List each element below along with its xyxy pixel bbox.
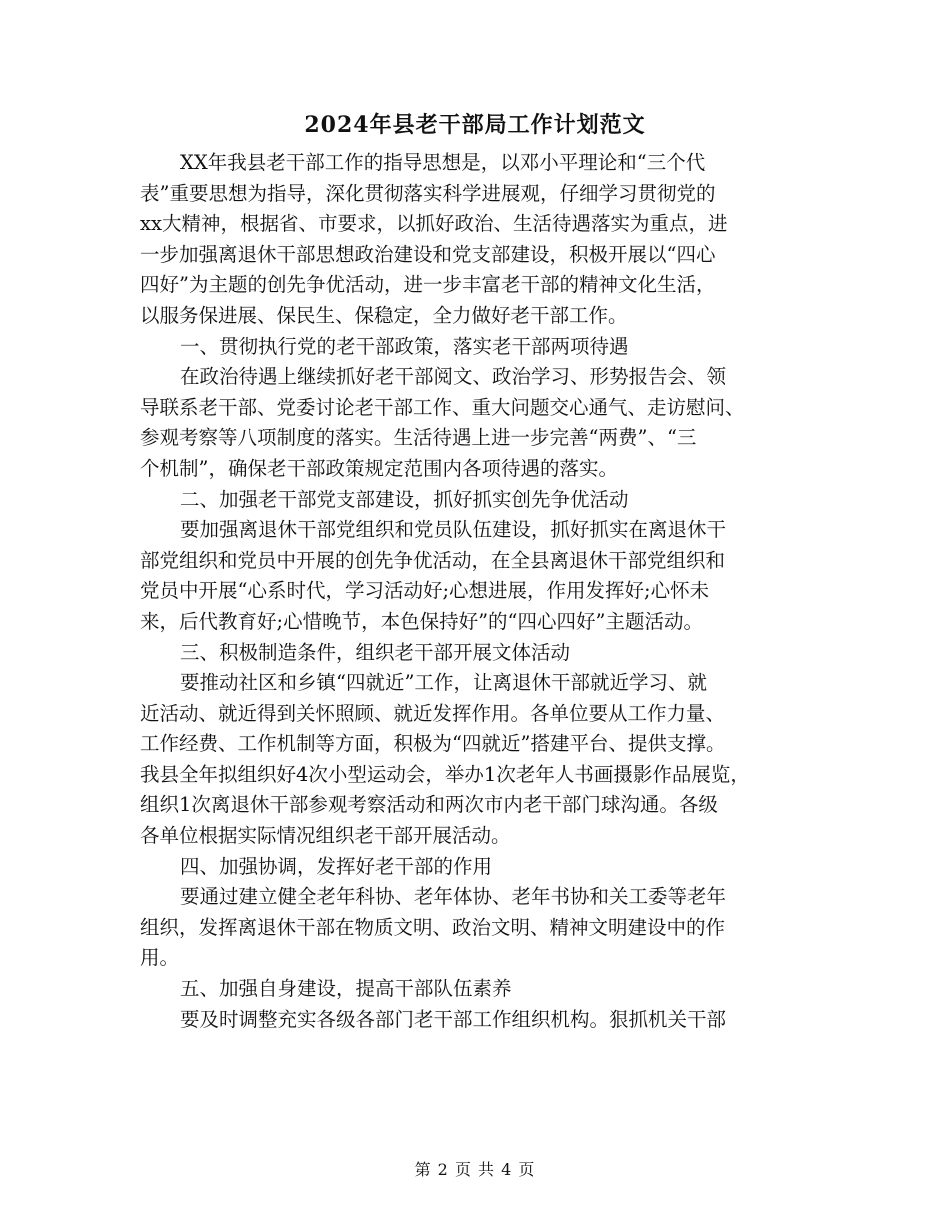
- paragraph-line: 在政治待遇上继续抓好老干部阅文、政治学习、形势报告会、领: [180, 365, 727, 389]
- paragraph-line: 要推动社区和乡镇“四就近”工作，让离退休干部就近学习、就: [180, 671, 707, 695]
- paragraph-line: xx大精神，根据省、市要求，以抓好政治、生活待遇落实为重点，进: [140, 212, 728, 236]
- paragraph-line: 用。: [140, 946, 180, 970]
- paragraph-line: 我县全年拟组织好4次小型运动会，举办1次老年人书画摄影作品展览，: [140, 762, 750, 786]
- paragraph-line: 四好”为主题的创先争优活动，进一步丰富老干部的精神文化生活，: [140, 273, 716, 297]
- document-title: 2024年县老干部局工作计划范文: [304, 112, 646, 138]
- paragraph-line: 个机制”，确保老干部政策规定范围内各项待遇的落实。: [140, 456, 618, 480]
- section-heading: 一、贯彻执行党的老干部政策，落实老干部两项待遇: [180, 334, 629, 358]
- section-heading: 四、加强协调，发挥好老干部的作用: [180, 854, 493, 878]
- paragraph-line: 要通过建立健全老年科协、老年体协、老年书协和关工委等老年: [180, 885, 727, 909]
- document-body: [140, 148, 816, 1035]
- paragraph-line: 近活动、就近得到关怀照顾、就近发挥作用。各单位要从工作力量、: [140, 701, 726, 725]
- paragraph-line: 党员中开展“心系时代，学习活动好;心想进展，作用发挥好;心怀未: [140, 579, 710, 603]
- paragraph-line: 表”重要思想为指导，深化贯彻落实科学进展观，仔细学习贯彻党的: [140, 181, 716, 205]
- section-heading: 三、积极制造条件，组织老干部开展文体活动: [180, 640, 571, 664]
- paragraph-line: 要加强离退休干部党组织和党员队伍建设，抓好抓实在离退休干: [180, 518, 727, 542]
- paragraph-line: 各单位根据实际情况组织老干部开展活动。: [140, 824, 511, 848]
- paragraph-line: 参观考察等八项制度的落实。生活待遇上进一步完善“两费”、“三: [140, 426, 697, 450]
- section-heading: 五、加强自身建设，提高干部队伍素养: [180, 977, 512, 1001]
- paragraph-line: 工作经费、工作机制等方面，积极为“四就近”搭建平台、提供支撑。: [140, 732, 726, 756]
- paragraph-line: XX年我县老干部工作的指导思想是，以邓小平理论和“三个代: [180, 151, 706, 174]
- page-number-footer: 第 2 页 共 4 页: [414, 1160, 536, 1179]
- paragraph-line: 组织，发挥离退休干部在物质文明、政治文明、精神文明建设中的作: [140, 915, 726, 939]
- paragraph-line: 组织1次离退休干部参观考察活动和两次市内老干部门球沟通。各级: [140, 793, 718, 817]
- section-heading: 二、加强老干部党支部建设，抓好抓实创先争优活动: [180, 487, 629, 511]
- paragraph-line: 来，后代教育好;心惜晚节，本色保持好”的“四心四好”主题活动。: [140, 609, 703, 633]
- paragraph-line: 一步加强离退休干部思想政治建设和党支部建设，积极开展以“四心: [140, 242, 716, 266]
- paragraph-line: 部党组织和党员中开展的创先争优活动，在全县离退休干部党组织和: [140, 548, 726, 572]
- paragraph-line: 以服务保进展、保民生、保稳定，全力做好老干部工作。: [140, 303, 628, 327]
- paragraph-line: 导联系老干部、党委讨论老干部工作、重大问题交心通气、走访慰问、: [140, 395, 745, 419]
- paragraph-line: 要及时调整充实各级各部门老干部工作组织机构。狠抓机关干部: [180, 1007, 727, 1031]
